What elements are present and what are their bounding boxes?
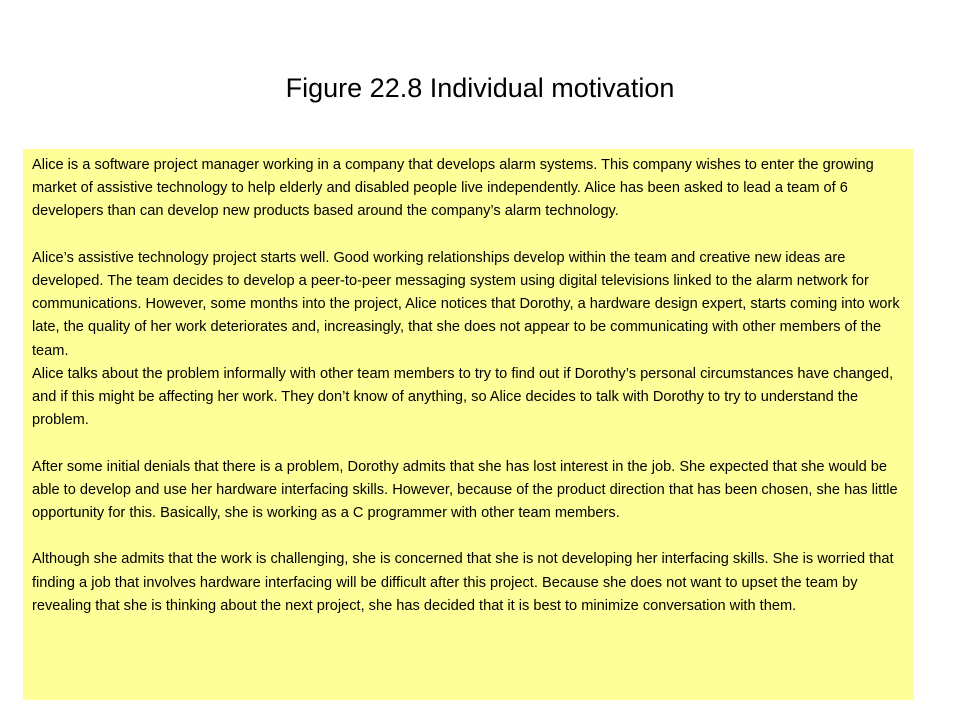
paragraph-concerns: Although she admits that the work is challenging, she is concerned that she is not developing her interfacing skills. She is worried that finding a job that involves hardware interfacing will be difficult after this project. Because she does not want to upset the team by revealing that she is thinking about the next project, she has decided that it is best to minimize conversation with them. — [32, 551, 894, 614]
paragraph-project-start: Alice’s assistive technology project starts well. Good working relationships develop within the team and creative new ideas are developed. The team decides to develop a peer-to-peer messaging system using digital televisions linked to the alarm network for communications. However, some months into the project, Alice notices that Dorothy, a hardware design expert, starts coming into work late, the quality of her work deteriorates and, increasingly, that she does not appear to be communicating with other members of the team. — [32, 249, 900, 359]
paragraph-spacer — [32, 525, 906, 548]
case-study-text-box — [23, 149, 914, 700]
paragraph-informal-talk: Alice talks about the problem informally with other team members to try to find out if Dorothy’s personal circumstances have changed, and if this might be affecting her work. They don’t know of anything, so Alice decides to talk with Dorothy to try to understand the problem. — [32, 365, 894, 429]
slide-title: Figure 22.8 Individual motivation — [285, 73, 675, 103]
paragraph-spacer — [32, 224, 906, 247]
paragraph-spacer — [32, 432, 906, 455]
paragraph-dorothy-admits: After some initial denials that there is a problem, Dorothy admits that she has lost interest in the job. She expected that she would be able to develop and use her hardware interfacing skills. However, because of the product direction that has been chosen, she has little opportunity for this. Basically, she is working as a C programmer with other team members. — [32, 458, 898, 522]
paragraph-intro: Alice is a software project manager working in a company that develops alarm systems. This company wishes to enter the growing market of assistive technology to help elderly and disabled people live independently. Alice has been asked to lead a team of 6 developers than can develop new products based around the company’s alarm technology. — [32, 157, 874, 220]
